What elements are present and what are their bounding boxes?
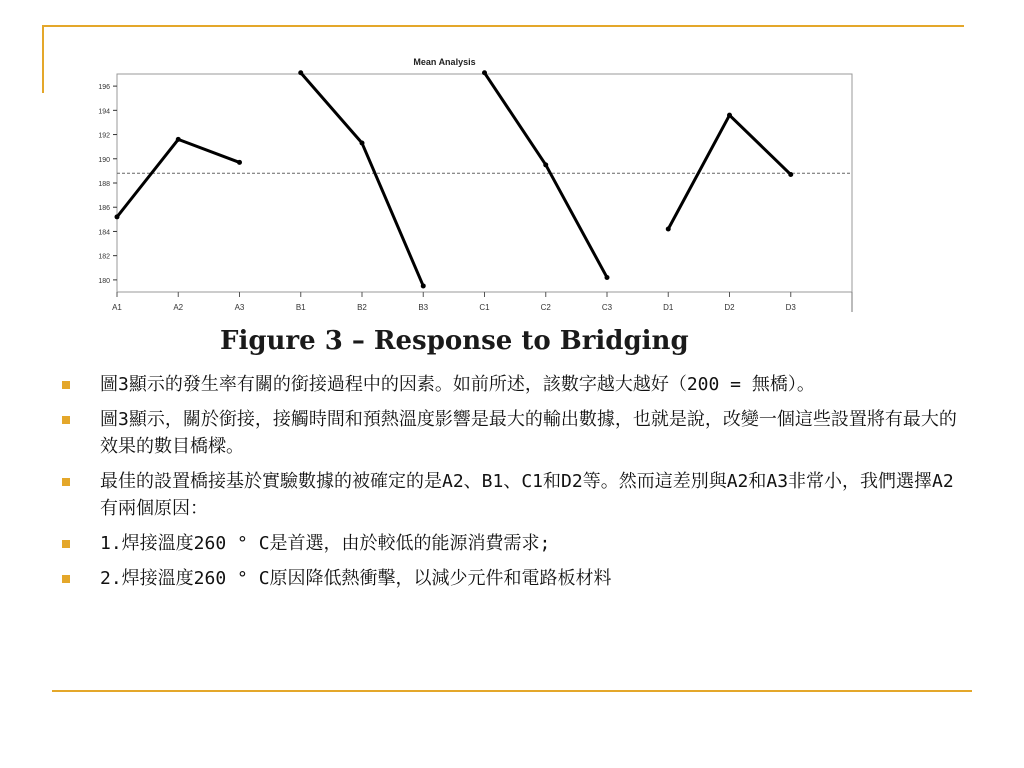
chart-title: Mean Analysis — [413, 57, 476, 67]
bullet-icon — [62, 540, 70, 548]
y-tick-label: 184 — [98, 229, 110, 237]
list-item — [58, 371, 968, 398]
bullet-list — [58, 371, 968, 600]
x-tick-label: B3 — [418, 303, 429, 312]
x-tick-label: B2 — [357, 303, 367, 312]
data-point — [237, 160, 242, 165]
y-tick-label: 194 — [98, 108, 110, 116]
x-tick-label: A3 — [234, 303, 245, 312]
bullet-text: 1.焊接溫度260 ° C是首選，由於較低的能源消費需求; — [100, 533, 551, 554]
y-tick-label: 182 — [98, 253, 110, 261]
data-point — [360, 141, 365, 146]
x-tick-label: D1 — [663, 303, 674, 312]
bullet-icon — [62, 416, 70, 424]
y-tick-label: 190 — [98, 156, 110, 164]
left-rule — [42, 25, 44, 93]
data-point — [666, 227, 671, 232]
x-tick-label: A1 — [112, 303, 122, 312]
data-point — [605, 275, 610, 280]
list-item — [58, 530, 968, 557]
data-point — [543, 162, 548, 167]
series-line-4 — [668, 115, 791, 229]
y-tick-label: 196 — [98, 84, 110, 92]
list-item — [58, 565, 968, 592]
data-point — [176, 137, 181, 142]
series-line-3 — [485, 73, 608, 278]
bullet-text: 2.焊接溫度260 ° C原因降低熱衝擊，以減少元件和電路板材料 — [100, 568, 612, 589]
figure-caption: Figure 3 – Response to Bridging — [220, 326, 689, 356]
x-tick-label: D3 — [785, 303, 796, 312]
data-point — [421, 283, 426, 288]
data-point — [115, 214, 120, 219]
y-tick-label: 192 — [98, 132, 110, 140]
x-tick-label: B1 — [295, 303, 306, 312]
plot-frame — [117, 74, 852, 292]
data-point — [727, 113, 732, 118]
top-rule — [42, 25, 964, 27]
bullet-icon — [62, 478, 70, 486]
bullet-text: 圖3顯示的發生率有關的銜接過程中的因素。如前所述，該數字越大越好（200 = 無橋）。 — [100, 374, 815, 395]
data-point — [788, 172, 793, 177]
bullet-text: 最佳的設置橋接基於實驗數據的被確定的是A2、B1、C1和D2等。然而這差別與A2和A3非常小，我們選擇A2有兩個原因： — [100, 471, 954, 519]
x-tick-label: A2 — [173, 303, 184, 312]
data-point — [298, 70, 303, 75]
data-point — [482, 70, 487, 75]
x-tick-label: C1 — [479, 303, 490, 312]
mean-analysis-chart — [70, 52, 870, 330]
list-item — [58, 406, 968, 460]
series-line-1 — [117, 139, 240, 217]
y-tick-label: 180 — [98, 277, 110, 285]
list-item — [58, 468, 968, 522]
bullet-icon — [62, 381, 70, 389]
y-tick-label: 188 — [98, 181, 110, 188]
x-tick-label: D2 — [724, 303, 735, 312]
x-tick-label: C3 — [601, 303, 613, 312]
bullet-icon — [62, 575, 70, 583]
x-tick-label: C2 — [540, 303, 551, 312]
bullet-text: 圖3顯示，關於銜接，接觸時間和預熱溫度影響是最大的輸出數據，也就是說，改變一個這些設置將有最大的效果的數目橋樑。 — [100, 409, 957, 457]
series-line-2 — [301, 73, 424, 286]
bottom-rule — [52, 690, 972, 692]
y-tick-label: 186 — [98, 205, 110, 213]
